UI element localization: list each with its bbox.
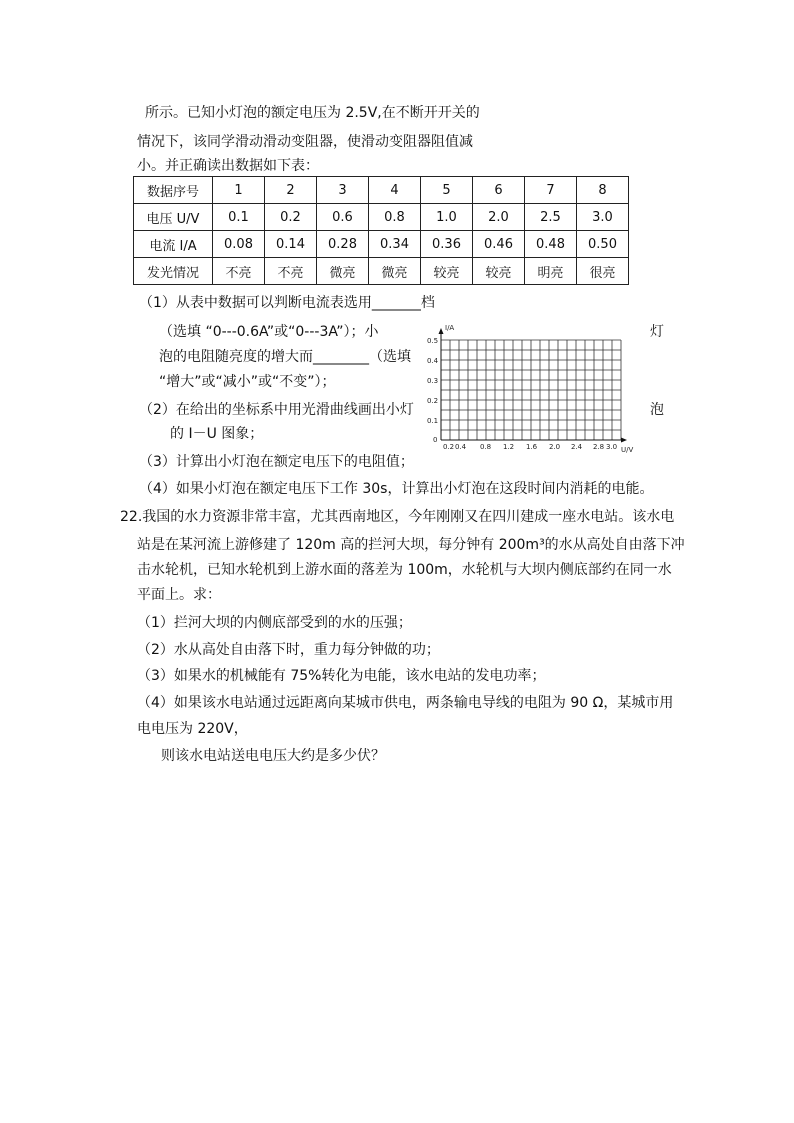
x-tick-label: 0.4 — [455, 443, 467, 451]
iu-graph — [425, 322, 640, 454]
table-cell: 电流 I/A — [134, 231, 213, 258]
table-cell: 0.34 — [369, 231, 421, 258]
table-cell: 7 — [525, 177, 577, 204]
y-axis-arrow-icon — [439, 328, 444, 334]
q21-part1-d: “增大”或“减小”或“不变”）； — [159, 374, 336, 390]
table-cell: 数据序号 — [134, 177, 213, 204]
table-cell: 3.0 — [577, 204, 629, 231]
x-axis-arrow-icon — [621, 438, 627, 443]
intro-line-3: 小。并正确读出数据如下表： — [137, 158, 319, 174]
table-cell: 很亮 — [577, 258, 629, 285]
table-cell: 0.08 — [213, 231, 265, 258]
q21-part4: （4）如果小灯泡在额定电压下工作 30s，计算出小灯泡在这段时间内消耗的电能。 — [139, 481, 654, 497]
table-cell: 1.0 — [421, 204, 473, 231]
table-cell: 较亮 — [473, 258, 525, 285]
q22-part1: （1）拦河大坝的内侧底部受到的水的压强； — [137, 615, 412, 631]
table-cell: 0.28 — [317, 231, 369, 258]
x-tick-label: 2.8 — [593, 443, 605, 451]
table-cell: 1 — [213, 177, 265, 204]
x-tick-label: 1.2 — [503, 443, 515, 451]
table-cell: 6 — [473, 177, 525, 204]
table-cell: 不亮 — [213, 258, 265, 285]
q21-part1-b: （选填 “0---0.6A”或“0---3A”）；小 — [159, 324, 379, 340]
q22-part4-b: 电电压为 220V， — [137, 721, 248, 737]
table-row-brightness — [134, 258, 629, 285]
table-cell: 微亮 — [317, 258, 369, 285]
y-tick-label: 0.2 — [427, 397, 439, 405]
table-cell: 0.1 — [213, 204, 265, 231]
table-row-current — [134, 231, 629, 258]
table-row-header — [134, 177, 629, 204]
x-tick-label: 0.2 — [443, 443, 455, 451]
x-tick-label: 2.4 — [571, 443, 583, 451]
table-cell: 微亮 — [369, 258, 421, 285]
table-cell: 0.8 — [369, 204, 421, 231]
q22-part4-c: 则该水电站送电电压大约是多少伏？ — [161, 748, 385, 764]
table-cell: 不亮 — [265, 258, 317, 285]
q21-part2-b: 的 I－U 图象； — [170, 426, 264, 442]
intro-line-2: 情况下，该同学滑动滑动变阻器，使滑动变阻器阻值减 — [137, 134, 473, 150]
q21-part3: （3）计算出小灯泡在额定电压下的电阻值； — [139, 454, 414, 470]
table-row-voltage — [134, 204, 629, 231]
q21-part1-c: 泡的电阻随亮度的增大而________（选填 — [159, 349, 411, 365]
y-tick-label: 0.3 — [427, 377, 439, 385]
data-table — [133, 176, 629, 285]
table-cell: 2.5 — [525, 204, 577, 231]
table-cell: 明亮 — [525, 258, 577, 285]
table-cell: 0.50 — [577, 231, 629, 258]
q22-line-1: 22.我国的水力资源非常丰富，尤其西南地区，今年刚刚又在四川建成一座水电站。该水电 — [120, 509, 675, 525]
x-axis-label: U/V — [621, 446, 634, 454]
q22-part2: （2）水从高处自由落下时，重力每分钟做的功； — [137, 642, 440, 658]
table-cell: 8 — [577, 177, 629, 204]
table-cell: 0.2 — [265, 204, 317, 231]
q22-part4-a: （4）如果该水电站通过远距离向某城市供电，两条输电导线的电阻为 90 Ω，某城市用 — [137, 695, 674, 711]
q22-part3: （3）如果水的机械能有 75%转化为电能，该水电站的发电功率； — [137, 668, 546, 684]
x-tick-label: 3.0 — [606, 443, 618, 451]
table-cell: 0.6 — [317, 204, 369, 231]
table-cell: 3 — [317, 177, 369, 204]
q21-part2-a-right: 泡 — [650, 402, 664, 418]
table-cell: 电压 U/V — [134, 204, 213, 231]
x-tick-label: 0.8 — [480, 443, 492, 451]
intro-line-1: 所示。已知小灯泡的额定电压为 2.5V,在不断开开关的 — [145, 105, 480, 121]
q22-line-2: 站是在某河流上游修建了 120m 高的拦河大坝，每分钟有 200m³的水从高处自由落下冲 — [137, 537, 685, 553]
y-axis-label: I/A — [445, 324, 455, 332]
table-cell: 0.48 — [525, 231, 577, 258]
table-cell: 2 — [265, 177, 317, 204]
table-cell: 0.46 — [473, 231, 525, 258]
iu-graph-svg — [425, 322, 640, 454]
table-cell: 0.36 — [421, 231, 473, 258]
x-tick-label: 1.6 — [526, 443, 538, 451]
table-cell: 发光情况 — [134, 258, 213, 285]
table-cell: 2.0 — [473, 204, 525, 231]
y-tick-label: 0.1 — [427, 417, 439, 425]
q21-part1-a: （1）从表中数据可以判断电流表选用_______档 — [139, 295, 435, 311]
q22-line-3: 击水轮机，已知水轮机到上游水面的落差为 100m，水轮机与大坝内侧底部约在同一水 — [137, 562, 672, 578]
table-cell: 0.14 — [265, 231, 317, 258]
q21-part2-a: （2）在给出的坐标系中用光滑曲线画出小灯 — [139, 402, 414, 418]
graph-grid — [441, 340, 621, 440]
q22-line-4: 平面上。求： — [137, 587, 221, 603]
table-cell: 4 — [369, 177, 421, 204]
table-cell: 5 — [421, 177, 473, 204]
y-tick-label: 0.5 — [427, 337, 439, 345]
q21-part1-b-right: 灯 — [650, 324, 664, 340]
y-tick-label: 0 — [433, 436, 438, 444]
x-tick-label: 2.0 — [549, 443, 561, 451]
table-cell: 较亮 — [421, 258, 473, 285]
y-tick-label: 0.4 — [427, 357, 439, 365]
